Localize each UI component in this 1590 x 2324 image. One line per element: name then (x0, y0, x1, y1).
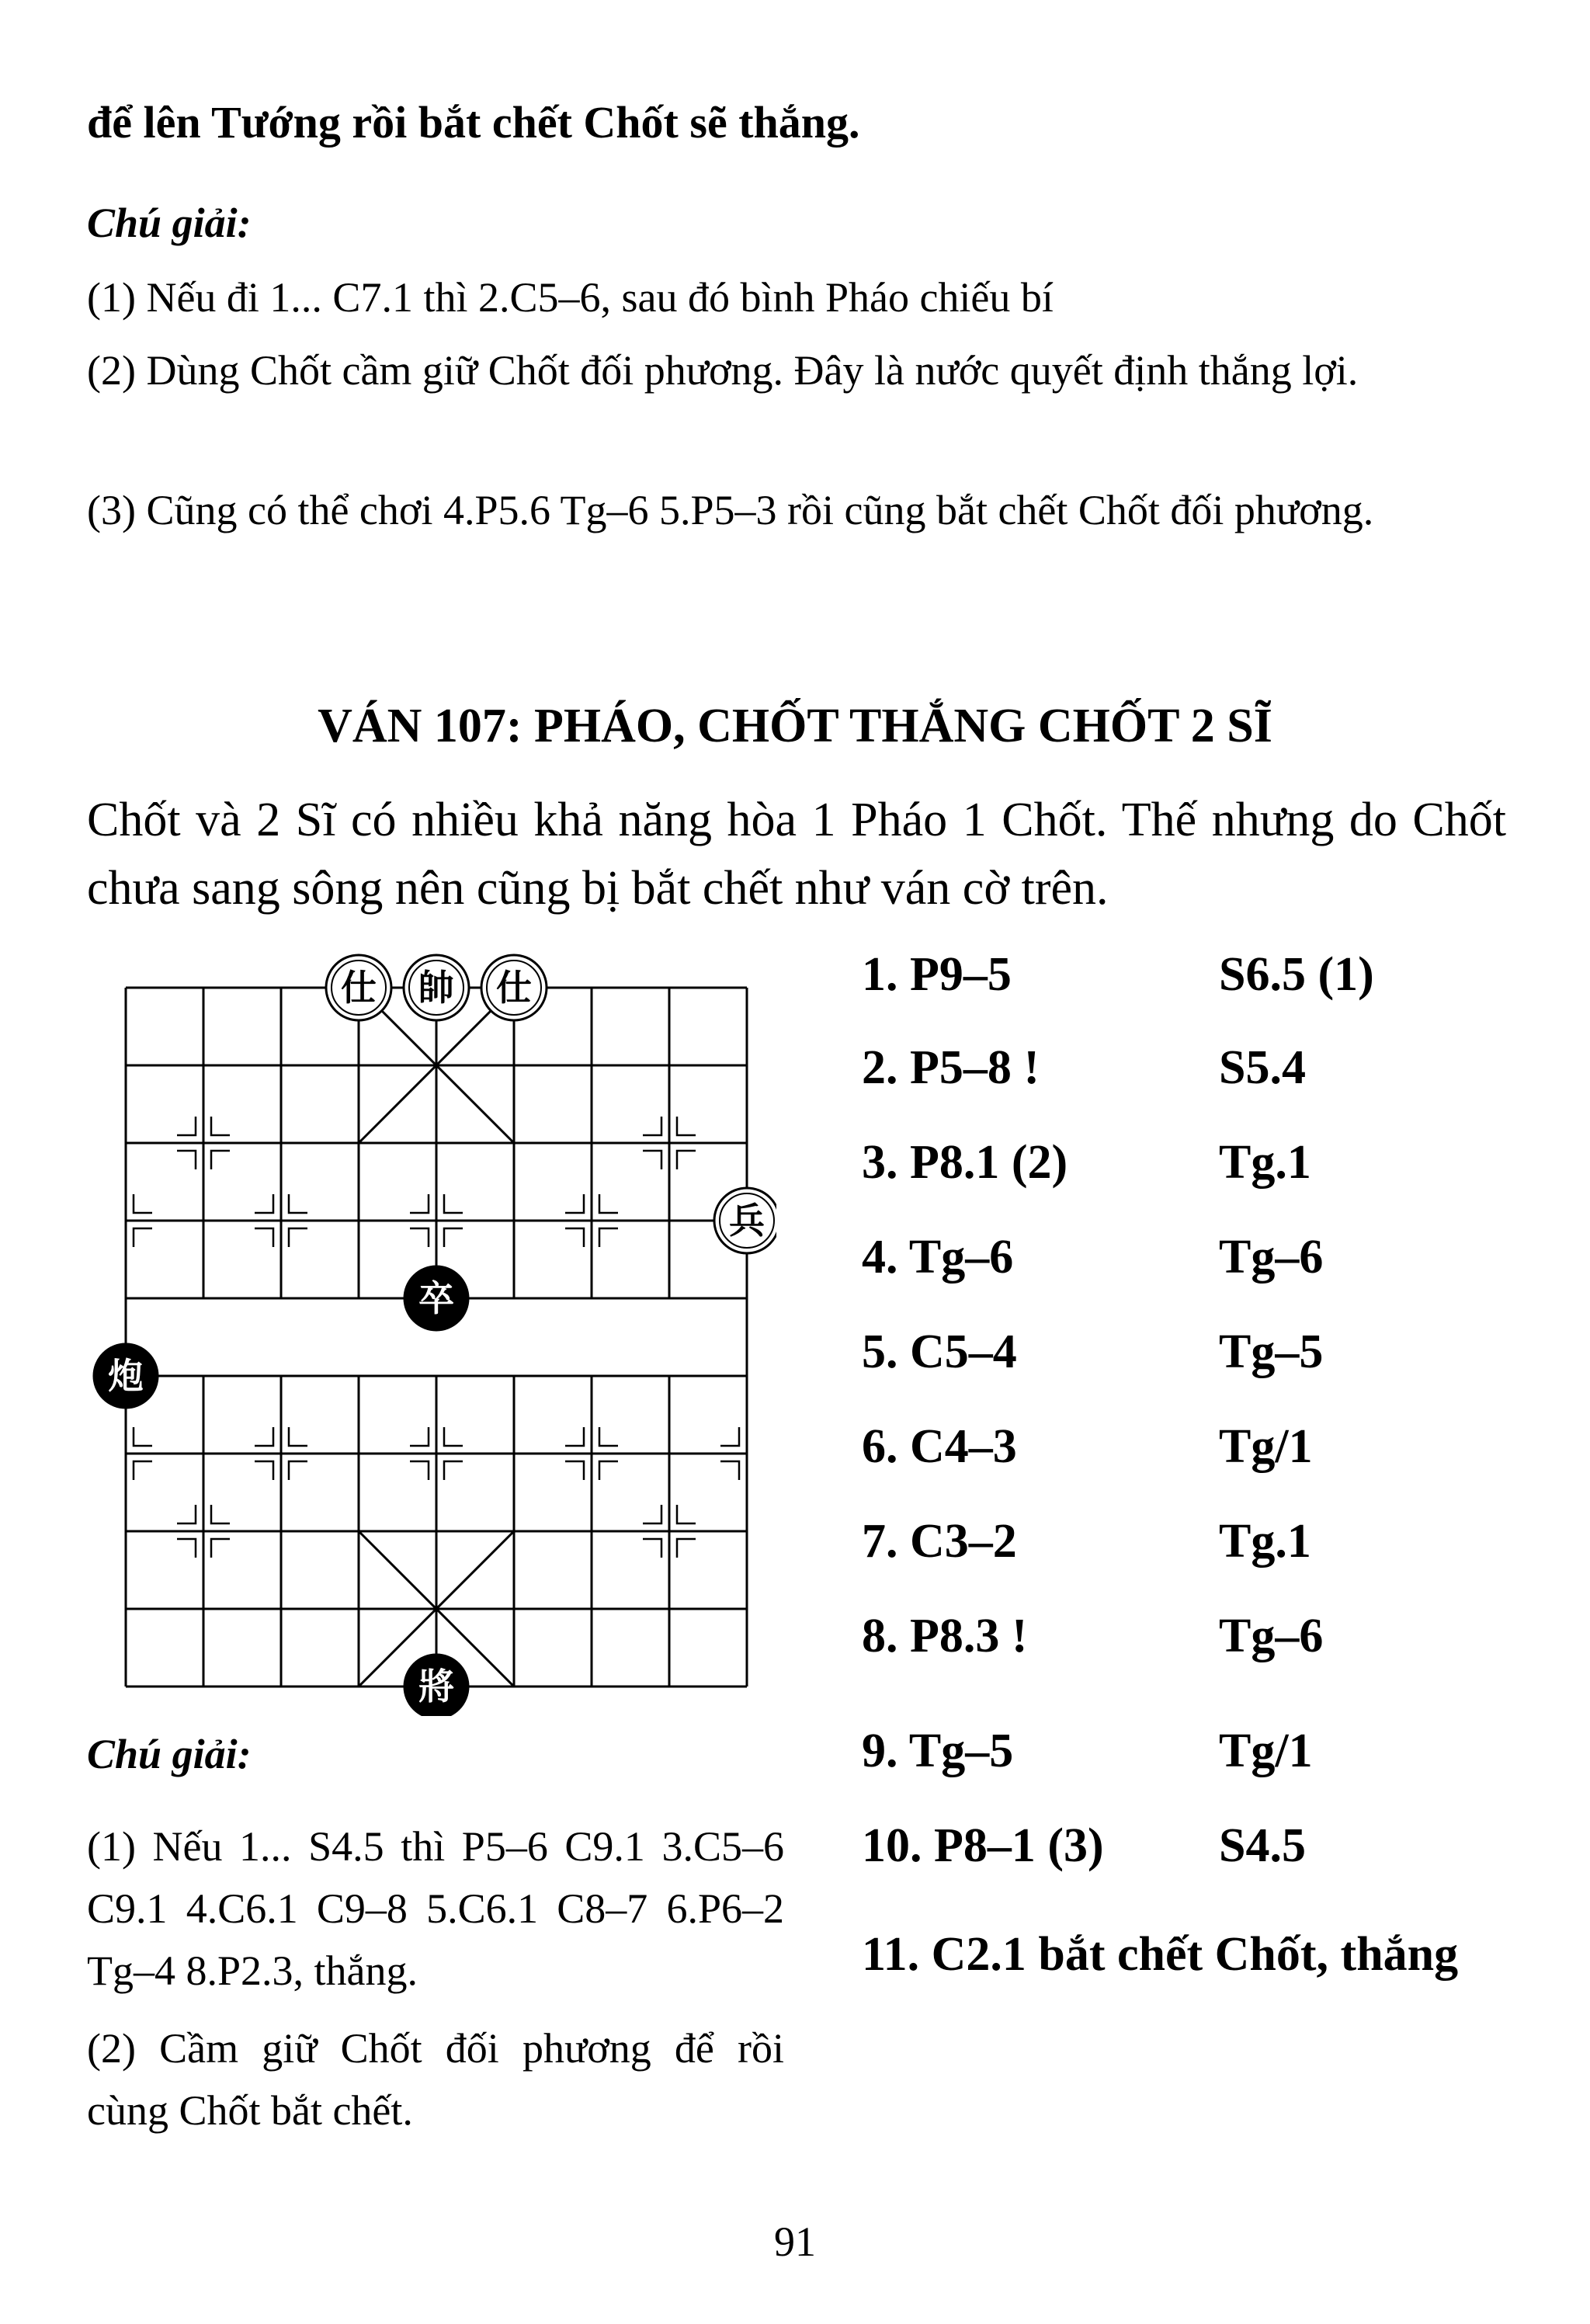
move-row (862, 1040, 1514, 1103)
xiangqi-piece-label: 將 (418, 1666, 454, 1707)
move-black: Tg/1 (1219, 1420, 1313, 1473)
note-bottom-1: (1) Nếu 1... S4.5 thì P5–6 C9.1 3.C5–6 C9.1 4.C6.1 C9–8 5.C6.1 C8–7 6.P6–2 Tg–4 8.P2.3, thắng. (87, 1823, 784, 1994)
move-black: Tg–6 (1219, 1231, 1324, 1284)
note-top-1: (1) Nếu đi 1... C7.1 thì 2.C5–6, sau đó bình Pháo chiếu bí (87, 274, 1054, 321)
xiangqi-piece-label: 兵 (729, 1200, 765, 1242)
move-black: S5.4 (1219, 1041, 1306, 1094)
notes-bottom-heading: Chú giải: (87, 1731, 252, 1777)
xiangqi-piece (404, 1266, 469, 1331)
xiangqi-board (78, 947, 776, 1716)
move-black: S6.5 (1) (1219, 948, 1374, 1001)
notes-top-heading: Chú giải: (87, 200, 252, 246)
note-bottom-2: (2) Cầm giữ Chốt đối phương để rồi cùng Chốt bắt chết. (87, 2025, 784, 2134)
move-black: Tg–5 (1219, 1325, 1324, 1378)
move-white: 10. P8–1 (3) (862, 1819, 1104, 1872)
move-white: 4. Tg–6 (862, 1231, 1014, 1284)
move-white: 3. P8.1 (2) (862, 1136, 1068, 1189)
xiangqi-piece (714, 1188, 776, 1253)
move-white: 2. P5–8 ! (862, 1041, 1040, 1094)
move-row (862, 1135, 1514, 1197)
page-number: 91 (774, 2218, 816, 2265)
move-black: Tg–6 (1219, 1610, 1324, 1662)
move-row (862, 1419, 1514, 1482)
intro-line: để lên Tướng rồi bắt chết Chốt sẽ thắng. (87, 97, 860, 148)
xiangqi-piece-label: 仕 (496, 967, 532, 1009)
move-row (862, 1230, 1514, 1292)
xiangqi-piece-label: 卒 (418, 1277, 454, 1319)
xiangqi-piece (404, 1654, 469, 1716)
move-white: 5. C5–4 (862, 1325, 1017, 1378)
move-white: 7. C3–2 (862, 1515, 1017, 1568)
xiangqi-piece (93, 1343, 158, 1409)
move-row (862, 1514, 1514, 1576)
xiangqi-piece (481, 955, 547, 1020)
move-row (862, 1325, 1514, 1387)
move-row (862, 947, 1514, 1009)
move-black: S4.5 (1219, 1819, 1306, 1872)
xiangqi-piece-label: 炮 (108, 1355, 144, 1397)
move-white: 6. C4–3 (862, 1420, 1017, 1473)
move-black: Tg/1 (1219, 1725, 1313, 1777)
move-row (862, 1819, 1514, 1881)
note-top-3: (3) Cũng có thể chơi 4.P5.6 Tg–6 5.P5–3 rồi cũng bắt chết Chốt đối phương. (87, 487, 1374, 533)
section-intro: Chốt và 2 Sĩ có nhiều khả năng hòa 1 Pháo 1 Chốt. Thế nhưng do Chốt chưa sang sông nên cũng bị bắt chết như ván cờ trên. (87, 794, 1506, 915)
xiangqi-piece (404, 955, 469, 1020)
move-white: 9. Tg–5 (862, 1725, 1014, 1777)
move-white: 1. P9–5 (862, 948, 1012, 1001)
section-title: VÁN 107: PHÁO, CHỐT THẮNG CHỐT 2 SĨ (318, 700, 1272, 752)
move-black: Tg.1 (1219, 1136, 1311, 1189)
xiangqi-piece-label: 帥 (418, 967, 454, 1009)
note-top-2: (2) Dùng Chốt cầm giữ Chốt đối phương. Đây là nước quyết định thắng lợi. (87, 347, 1359, 394)
final-move: 11. C2.1 bắt chết Chốt, thắng (862, 1928, 1459, 1981)
move-black: Tg.1 (1219, 1515, 1311, 1568)
xiangqi-piece-label: 仕 (341, 967, 377, 1009)
move-white: 8. P8.3 ! (862, 1610, 1028, 1662)
move-row (862, 1724, 1514, 1786)
xiangqi-piece (326, 955, 391, 1020)
move-row (862, 1609, 1514, 1671)
